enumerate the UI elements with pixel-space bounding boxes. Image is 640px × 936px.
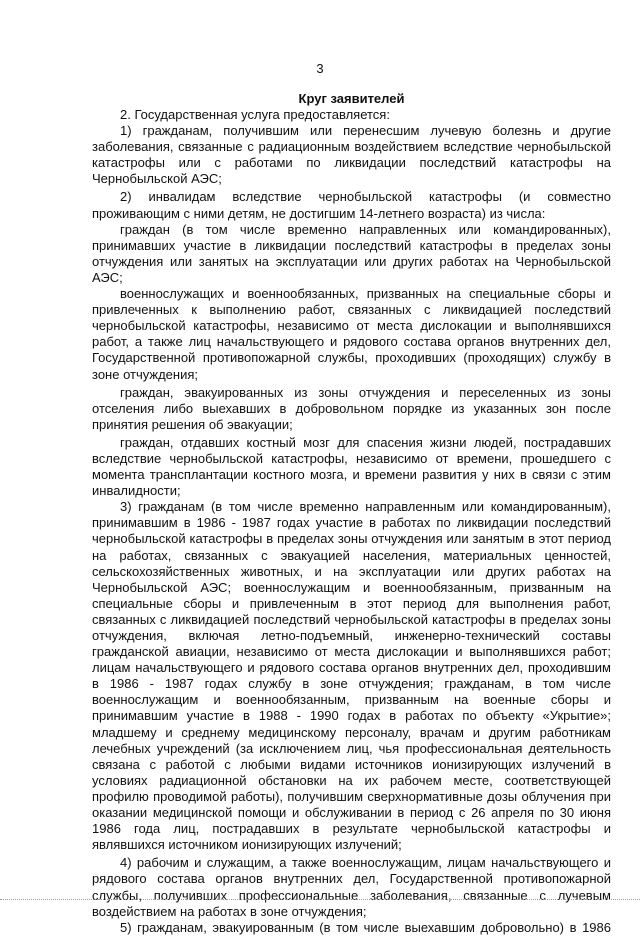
page-number: 3 (316, 61, 324, 76)
paragraph-item-2: 2) инвалидам вследствие чернобыльской катастрофы (и совместно проживающим с ними детям, не достигшим 14-летнего возраста) из числа: (92, 189, 611, 221)
paragraph-sub-evacuated: граждан, эвакуированных из зоны отчуждения и переселенных из зоны отселения либо выехавших в добровольном порядке из указанных зон после принятия решения об эвакуации; (92, 384, 611, 432)
paragraph-sub-marrow-donors: граждан, отдавших костный мозг для спасения жизни людей, пострадавших вследствие чернобыльской катастрофы, независимо от времени, прошедшего с момента трансплантации костного мозга, и времени развития у них в связи с этим инвалидности; (92, 434, 611, 499)
document-body (92, 107, 611, 936)
paragraph-item-5: 5) гражданам, эвакуированным (в том числе выехавшим добровольно) в 1986 (120, 919, 611, 935)
paragraph-intro: 2. Государственная услуга предоставляется: (120, 107, 390, 122)
paragraph-item-4: 4) рабочим и служащим, а также военнослужащим, лицам начальствующего и рядового состава органов внутренних дел, Государственной противопожарной службы, получивших профессиональные заболевания, связанные с лучевым воздействием на работах в зоне отчуждения; (92, 855, 611, 919)
paragraph-item-1: 1) гражданам, получившим или перенесшим лучевую болезнь и другие заболевания, связанные с радиационным воздействием вследствие чернобыльской катастрофы или с работами по ликвидации последствий катастрофы на Чернобыльской АЭС; (92, 123, 611, 187)
section-heading: Круг заявителей (298, 91, 405, 106)
paragraph-item-3: 3) гражданам (в том числе временно направленным или командированным), принимавшим в 1986 - 1987 годах участие в работах по ликвидации последствий чернобыльской катастрофы в пределах зоны отчуждения или занятым в этот период на работах, связанных с эвакуацией населения, материальных ценностей, сельскохозяйственных животных, и на эксплуатации или других работах на Чернобыльской АЭС; военнослужащим и военнообязанным, призванным на специальные сборы и привлеченным в этот период для выполнения работ, связанных с ликвидацией последствий чернобыльской катастрофы в пределах зоны отчуждения, включая летно-подъемный, инженерно-технический составы гражданской авиации, независимо от места дислокации и выполнявшихся работ; лицам начальствующего и рядового состава органов внутренних дел, проходившим в 1986 - 1987 годах службу в зоне отчуждения; гражданам, в том числе военнослужащим и военнообязанным, призванным на военные сборы и принимавшим участие в 1988 - 1990 годах в работах по объекту «Укрытие»; младшему и среднему медицинскому персоналу, врачам и другим работникам лечебных учреждений (за исключением лиц, чья профессиональная деятельность связана с работой с любыми видами источников ионизирующих излучений в условиях радиационной обстановки на их рабочем месте, соответствующей профилю проводимой работы), получившим сверхнормативные дозы облучения при оказании медицинской помощи и обслуживании в период с 26 апреля по 30 июня 1986 года лиц, пострадавших в результате чернобыльской катастрофы и являвшихся источником ионизирующих излучений; (92, 499, 611, 853)
paragraph-sub-citizens: граждан (в том числе временно направленных или командированных), принимавших участие в ликвидации последствий катастрофы в пределах зоны отчуждения или занятых на эксплуатации или других работах на Чернобыльской АЭС; (92, 221, 611, 285)
paragraph-sub-military: военнослужащих и военнообязанных, призванных на специальные сборы и привлеченных к выполнению работ, связанных с ликвидацией последствий чернобыльской катастрофы, независимо от места дислокации и выполнявшихся работ, а также лиц начальствующего и рядового состава органов внутренних дел, Государственной противопожарной службы, проходивших (проходящих) службу в зоне отчуждения; (92, 286, 611, 382)
page-bottom-divider (0, 899, 640, 901)
